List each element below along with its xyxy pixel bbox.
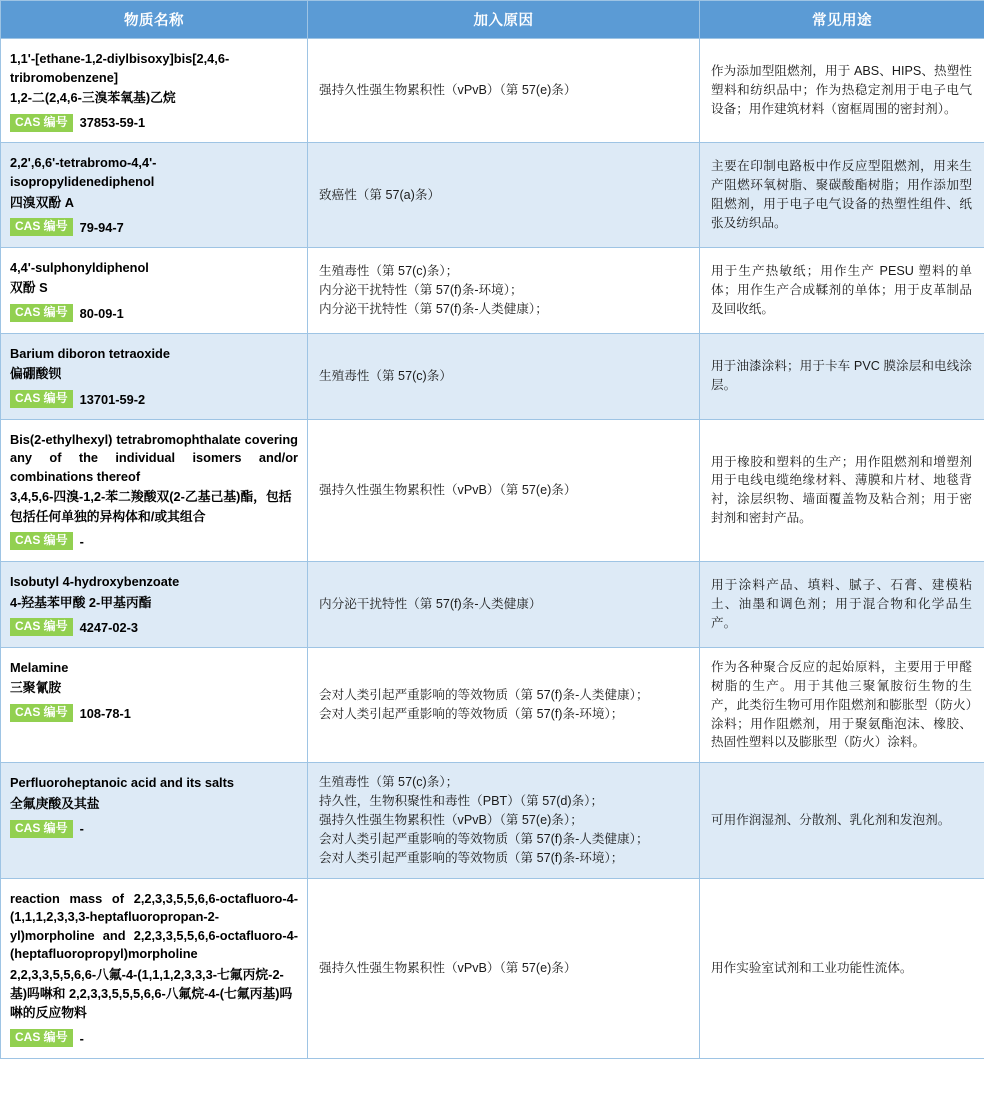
substance-name-cn: 4-羟基苯甲酸 2-甲基丙酯: [10, 594, 152, 610]
cell-reason: [308, 561, 700, 647]
cell-substance-name: [1, 878, 308, 1058]
cell-use: 用于橡胶和塑料的生产；用作阻燃剂和增塑剂用于电线电缆绝缘材料、薄膜和片材、地毯背衬，涂层织物、墙面覆盖物及粘合剂；用于密封剂和密封产品。: [700, 419, 984, 561]
cas-line: [10, 304, 298, 323]
substance-name-cn: 3,4,5,6-四溴-1,2-苯二羧酸双(2-乙基己基)酯，包括包括任何单独的异构体和/或其组合: [10, 489, 292, 524]
substance-name-cn: 1,2-二(2,4,6-三溴苯氧基)乙烷: [10, 90, 176, 106]
reason-line: 会对人类引起严重影响的等效物质（第 57(f)条-人类健康）；: [319, 832, 649, 847]
cell-reason: [308, 763, 700, 878]
substance-name-cn: 三聚氰胺: [10, 680, 62, 696]
cas-label-badge: CAS 编号: [10, 618, 73, 636]
cell-reason: [308, 39, 700, 143]
cas-number: 13701-59-2: [79, 391, 146, 407]
reason-line: 生殖毒性（第 57(c)条）；: [319, 775, 459, 790]
cell-substance-name: [1, 39, 308, 143]
column-header-reason: 加入原因: [308, 1, 700, 39]
reason-line: 持久性，生物积聚性和毒性（PBT）（第 57(d)条）；: [319, 794, 604, 809]
cas-label-badge: CAS 编号: [10, 532, 73, 550]
table-header: [1, 1, 984, 39]
reason-line: 会对人类引起严重影响的等效物质（第 57(f)条-人类健康）；: [319, 688, 649, 703]
cas-line: [10, 618, 298, 637]
cell-use: 用于生产热敏纸；用作生产 PESU 塑料的单体；用作生产合成鞣剂的单体；用于皮革制品及回收纸。: [700, 247, 984, 333]
cell-substance-name: [1, 647, 308, 762]
cas-line: [10, 218, 298, 237]
table-row: [1, 763, 984, 878]
table-header-row: [1, 1, 984, 39]
reason-line: 会对人类引起严重影响的等效物质（第 57(f)条-环境）；: [319, 707, 624, 722]
cell-substance-name: [1, 763, 308, 878]
substance-name-cn: 全氟庚酸及其盐: [10, 795, 100, 811]
substance-name-cn: 四溴双酚 A: [10, 194, 74, 210]
cas-number: -: [79, 821, 84, 837]
cell-reason: [308, 143, 700, 247]
column-header-name: 物质名称: [1, 1, 308, 39]
cell-substance-name: [1, 143, 308, 247]
reason-line: 致癌性（第 57(a)条）: [319, 187, 441, 202]
substance-name-en: Melamine: [10, 659, 69, 675]
substance-name-cn: 偏硼酸钡: [10, 366, 62, 382]
cell-reason: [308, 647, 700, 762]
cell-use: 主要在印制电路板中作反应型阻燃剂，用来生产阻燃环氧树脂、聚碳酸酯树脂；用作添加型阻燃剂，用于电子电气设备的热塑性组件、纸张及纺织品。: [700, 143, 984, 247]
table-body: [1, 39, 984, 1059]
reason-line: 强持久性强生物累积性（vPvB）（第 57(e)条）；: [319, 813, 583, 828]
cas-line: [10, 113, 298, 132]
substance-name-en: Barium diboron tetraoxide: [10, 345, 170, 361]
cas-number: 37853-59-1: [79, 115, 146, 131]
cas-line: [10, 532, 298, 551]
reason-line: 强持久性强生物累积性（vPvB）（第 57(e)条）: [319, 83, 577, 98]
cell-substance-name: [1, 561, 308, 647]
substance-name-en: Bis(2-ethylhexyl) tetrabromophthalate covering any of the individual isomers and/or combinations thereof: [10, 431, 298, 484]
column-header-use: 常见用途: [700, 1, 984, 39]
cell-use: 用作实验室试剂和工业功能性流体。: [700, 878, 984, 1058]
reason-line: 强持久性强生物累积性（vPvB）（第 57(e)条）: [319, 960, 577, 975]
reason-line: 强持久性强生物累积性（vPvB）（第 57(e)条）: [319, 482, 577, 497]
table-row: [1, 333, 984, 419]
cell-use: 用于涂料产品、填料、腻子、石膏、建模粘土、油墨和调色剂；用于混合物和化学品生产。: [700, 561, 984, 647]
cell-reason: [308, 333, 700, 419]
substance-name-cn: 2,2,3,3,5,5,6,6-八氟-4-(1,1,1,2,3,3,3-七氟丙烷-2-基)吗啉和 2,2,3,3,5,5,5,6,6-八氟烷-4-(七氟丙基)吗啉的反应物料: [10, 967, 293, 1021]
reason-line: 内分泌干扰特性（第 57(f)条-人类健康）: [319, 597, 542, 611]
reason-line: 内分泌干扰特性（第 57(f)条-人类健康）；: [319, 301, 548, 316]
cell-substance-name: [1, 333, 308, 419]
reason-line: 会对人类引起严重影响的等效物质（第 57(f)条-环境）；: [319, 850, 624, 865]
table-row: [1, 561, 984, 647]
cas-number: 108-78-1: [79, 705, 131, 721]
cell-use: 可用作润湿剂、分散剂、乳化剂和发泡剂。: [700, 763, 984, 878]
cas-label-badge: CAS 编号: [10, 1029, 73, 1047]
cas-line: [10, 1029, 298, 1048]
table-row: [1, 647, 984, 762]
table-row: [1, 39, 984, 143]
cas-line: [10, 704, 298, 723]
table-row: [1, 143, 984, 247]
substance-name-en: Perfluoroheptanoic acid and its salts: [10, 775, 234, 791]
cell-reason: [308, 878, 700, 1058]
table-row: [1, 878, 984, 1058]
substance-name-en: 4,4'-sulphonyldiphenol: [10, 259, 149, 275]
cell-reason: [308, 247, 700, 333]
cas-label-badge: CAS 编号: [10, 218, 73, 236]
cas-line: [10, 819, 298, 838]
table-row: [1, 419, 984, 561]
substance-name-cn: 双酚 S: [10, 280, 48, 296]
cell-use: 作为各种聚合反应的起始原料，主要用于甲醛树脂的生产。用于其他三聚氰胺衍生物的生产，此类衍生物可用作阻燃剂和膨胀型（防火）涂料；用作阻燃剂，用于聚氨酯泡沫、橡胶、热固性塑料以及膨胀型（防火）涂料。: [700, 647, 984, 762]
cell-reason: [308, 419, 700, 561]
cas-line: [10, 390, 298, 409]
cas-label-badge: CAS 编号: [10, 704, 73, 722]
substance-name-en: reaction mass of 2,2,3,3,5,5,6,6-octafluoro-4-(1,1,1,2,3,3,3-heptafluoropropan-2-yl)morpholine and 2,2,3,3,5,5,6,6-octafluoro-4-(heptafluoropropyl)morpholine: [10, 890, 298, 962]
cas-label-badge: CAS 编号: [10, 820, 73, 838]
cas-number: -: [79, 533, 84, 549]
reason-line: 内分泌干扰特性（第 57(f)条-环境）；: [319, 282, 523, 297]
reason-line: 生殖毒性（第 57(c)条）；: [319, 264, 459, 279]
reason-line: 生殖毒性（第 57(c)条）: [319, 368, 452, 383]
cas-number: 80-09-1: [79, 305, 124, 321]
cell-substance-name: [1, 247, 308, 333]
cas-label-badge: CAS 编号: [10, 390, 73, 408]
substance-name-en: Isobutyl 4-hydroxybenzoate: [10, 573, 180, 589]
cell-use: 用于油漆涂料；用于卡车 PVC 膜涂层和电线涂层。: [700, 333, 984, 419]
cas-number: -: [79, 1030, 84, 1046]
cas-number: 79-94-7: [79, 219, 124, 235]
cas-number: 4247-02-3: [79, 619, 139, 635]
cell-substance-name: [1, 419, 308, 561]
cell-use: 作为添加型阻燃剂，用于 ABS、HIPS、热塑性塑料和纺织品中；作为热稳定剂用于电子电气设备；用作建筑材料（窗框周围的密封剂）。: [700, 39, 984, 143]
substance-name-en: 1,1'-[ethane-1,2-diylbisoxy]bis[2,4,6-tribromobenzene]: [10, 51, 230, 85]
table-row: [1, 247, 984, 333]
cas-label-badge: CAS 编号: [10, 114, 73, 132]
cas-label-badge: CAS 编号: [10, 304, 73, 322]
substance-name-en: 2,2',6,6'-tetrabromo-4,4'-isopropylidenediphenol: [10, 155, 157, 190]
